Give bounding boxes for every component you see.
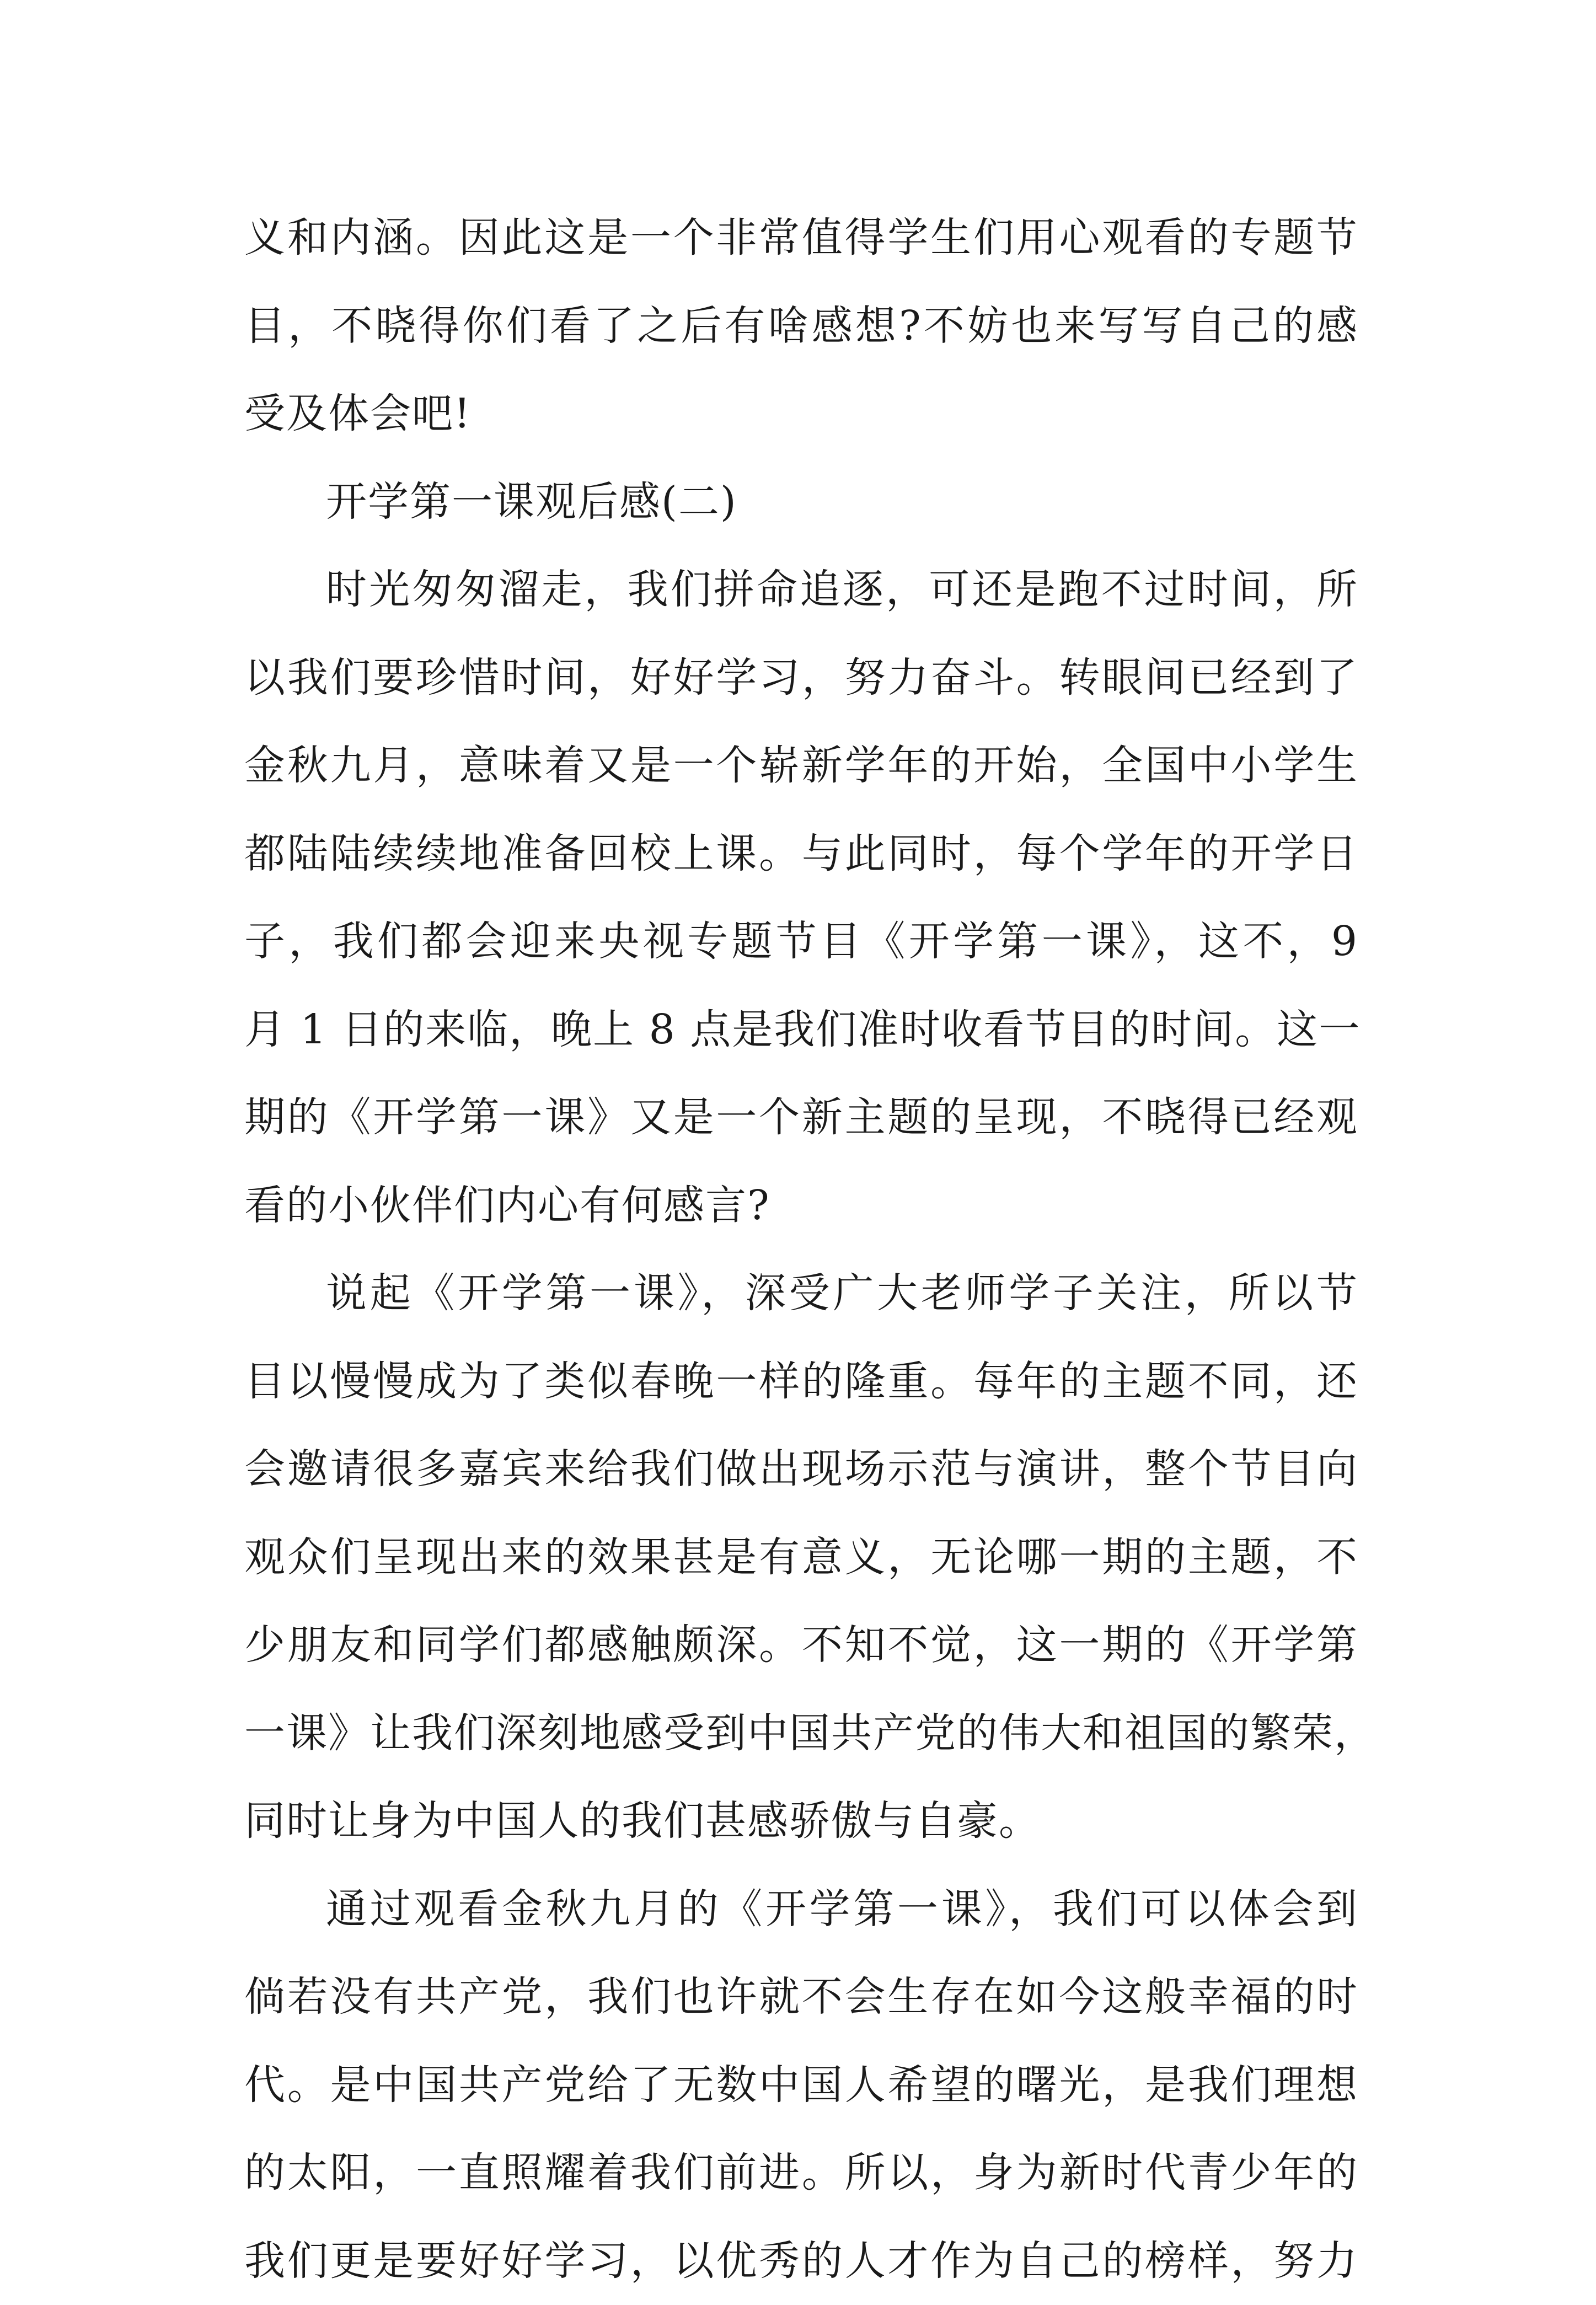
text-line: 目，不晓得你们看了之后有啥感想?不妨也来写写自己的感 xyxy=(244,282,1358,371)
text-line: 都陆陆续续地准备回校上课。与此同时，每个学年的开学日 xyxy=(244,810,1358,898)
text-line: 观众们呈现出来的效果甚是有意义，无论哪一期的主题，不 xyxy=(244,1514,1358,1602)
text-line: 受及体会吧! xyxy=(244,370,1358,458)
text-line: 我们更是要好好学习，以优秀的人才作为自己的榜样，努力 xyxy=(244,2217,1358,2305)
text-line: 开学第一课观后感(二) xyxy=(244,458,1358,546)
text-line: 目以慢慢成为了类似春晚一样的隆重。每年的主题不同，还 xyxy=(244,1338,1358,1426)
document-body xyxy=(244,194,1358,2305)
text-line: 义和内涵。因此这是一个非常值得学生们用心观看的专题节 xyxy=(244,194,1358,282)
text-line: 说起《开学第一课》，深受广大老师学子关注，所以节 xyxy=(244,1250,1358,1338)
text-line: 月 1 日的来临，晚上 8 点是我们准时收看节目的时间。这一 xyxy=(244,986,1358,1074)
text-line: 一课》让我们深刻地感受到中国共产党的伟大和祖国的繁荣， xyxy=(244,1690,1358,1778)
text-line: 通过观看金秋九月的《开学第一课》，我们可以体会到 xyxy=(244,1866,1358,1954)
text-line: 的太阳，一直照耀着我们前进。所以，身为新时代青少年的 xyxy=(244,2129,1358,2217)
text-line: 倘若没有共产党，我们也许就不会生存在如今这般幸福的时 xyxy=(244,1953,1358,2041)
text-line: 金秋九月，意味着又是一个崭新学年的开始，全国中小学生 xyxy=(244,722,1358,810)
text-line: 时光匆匆溜走，我们拼命追逐，可还是跑不过时间，所 xyxy=(244,546,1358,634)
text-line: 以我们要珍惜时间，好好学习，努力奋斗。转眼间已经到了 xyxy=(244,634,1358,722)
text-line: 子，我们都会迎来央视专题节目《开学第一课》，这不，9 xyxy=(244,898,1358,986)
text-line: 期的《开学第一课》又是一个新主题的呈现，不晓得已经观 xyxy=(244,1074,1358,1162)
text-line: 代。是中国共产党给了无数中国人希望的曙光，是我们理想 xyxy=(244,2041,1358,2130)
text-line: 同时让身为中国人的我们甚感骄傲与自豪。 xyxy=(244,1777,1358,1866)
text-line: 少朋友和同学们都感触颇深。不知不觉，这一期的《开学第 xyxy=(244,1601,1358,1690)
text-line: 会邀请很多嘉宾来给我们做出现场示范与演讲，整个节目向 xyxy=(244,1425,1358,1514)
text-line: 看的小伙伴们内心有何感言? xyxy=(244,1162,1358,1250)
